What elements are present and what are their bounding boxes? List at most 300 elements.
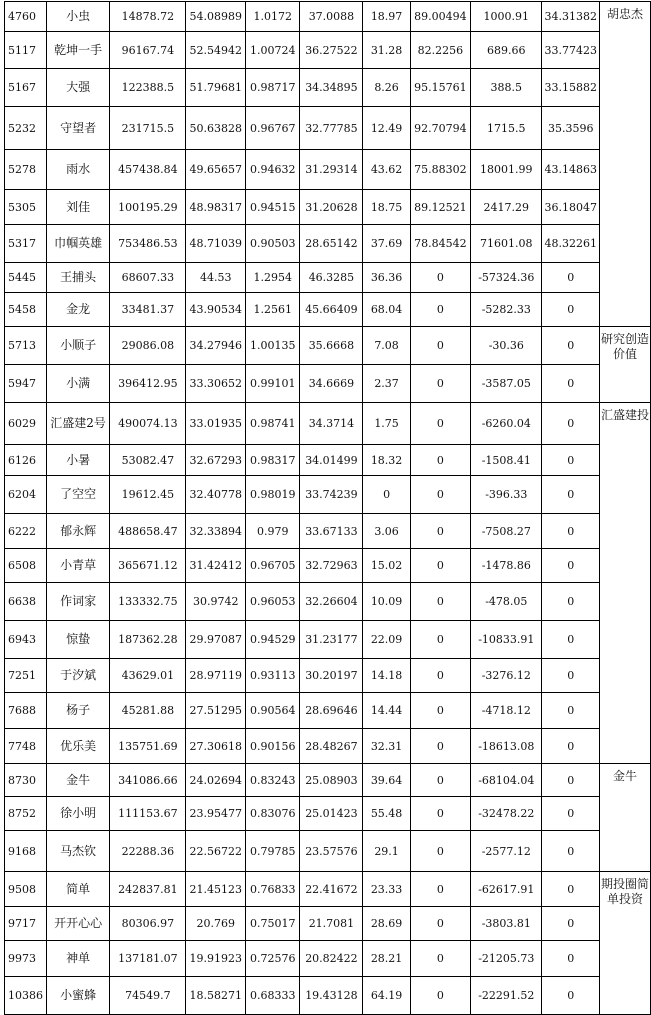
- id-cell: 6204: [5, 476, 47, 514]
- name-cell: 汇盛建2号: [46, 403, 110, 445]
- value-cell: 0.979: [246, 514, 300, 549]
- name-cell: 了空空: [46, 476, 110, 514]
- name-cell: 刘佳: [46, 190, 110, 225]
- table-row: [5, 150, 651, 190]
- value-cell: 1.2561: [246, 293, 300, 327]
- value-cell: -1478.86: [471, 549, 542, 583]
- id-cell: 5947: [5, 365, 47, 403]
- table-row: [5, 32, 651, 69]
- value-cell: 0: [542, 729, 600, 764]
- name-cell: 于汐斌: [46, 659, 110, 693]
- value-cell: 0: [410, 907, 470, 941]
- value-cell: -22291.52: [471, 977, 542, 1015]
- value-cell: 34.27946: [186, 327, 246, 365]
- value-cell: 187362.28: [110, 621, 186, 659]
- table-row: [5, 403, 651, 445]
- value-cell: 0.98741: [246, 403, 300, 445]
- value-cell: 43.62: [363, 150, 410, 190]
- value-cell: 36.18047: [542, 190, 600, 225]
- value-cell: -21205.73: [471, 941, 542, 977]
- value-cell: 20.769: [186, 907, 246, 941]
- id-cell: 9168: [5, 831, 47, 872]
- value-cell: 0: [542, 514, 600, 549]
- value-cell: 33.67133: [300, 514, 363, 549]
- note-cell: 期投圈简单投资: [599, 872, 650, 1015]
- name-cell: 大强: [46, 69, 110, 107]
- value-cell: 0: [410, 831, 470, 872]
- id-cell: 7688: [5, 693, 47, 729]
- id-cell: 9973: [5, 941, 47, 977]
- id-cell: 10386: [5, 977, 47, 1015]
- value-cell: 0: [542, 872, 600, 907]
- value-cell: 0.94515: [246, 190, 300, 225]
- table-row: [5, 621, 651, 659]
- name-cell: 小蜜蜂: [46, 977, 110, 1015]
- value-cell: 19612.45: [110, 476, 186, 514]
- value-cell: 80306.97: [110, 907, 186, 941]
- value-cell: 95.15761: [410, 69, 470, 107]
- id-cell: 5713: [5, 327, 47, 365]
- value-cell: 0: [410, 365, 470, 403]
- note-cell: 汇盛建投: [599, 403, 650, 764]
- table-row: [5, 583, 651, 621]
- value-cell: 135751.69: [110, 729, 186, 764]
- id-cell: 7251: [5, 659, 47, 693]
- table-row: [5, 263, 651, 293]
- value-cell: 46.3285: [300, 263, 363, 293]
- value-cell: 31.20628: [300, 190, 363, 225]
- value-cell: 53082.47: [110, 445, 186, 476]
- value-cell: 82.2256: [410, 32, 470, 69]
- value-cell: 92.70794: [410, 107, 470, 150]
- id-cell: 6508: [5, 549, 47, 583]
- value-cell: 341086.66: [110, 764, 186, 797]
- id-cell: 4760: [5, 2, 47, 32]
- id-cell: 6638: [5, 583, 47, 621]
- value-cell: 30.20197: [300, 659, 363, 693]
- value-cell: -396.33: [471, 476, 542, 514]
- value-cell: 0: [410, 977, 470, 1015]
- value-cell: 0: [410, 872, 470, 907]
- value-cell: 0.98317: [246, 445, 300, 476]
- value-cell: 0.90564: [246, 693, 300, 729]
- value-cell: 28.69: [363, 907, 410, 941]
- value-cell: 71601.08: [471, 225, 542, 263]
- id-cell: 6943: [5, 621, 47, 659]
- value-cell: 0: [542, 941, 600, 977]
- value-cell: 0: [410, 403, 470, 445]
- value-cell: -6260.04: [471, 403, 542, 445]
- value-cell: 0: [410, 514, 470, 549]
- name-cell: 开开心心: [46, 907, 110, 941]
- value-cell: 31.29314: [300, 150, 363, 190]
- value-cell: 18001.99: [471, 150, 542, 190]
- name-cell: 小虫: [46, 2, 110, 32]
- value-cell: 0: [410, 549, 470, 583]
- value-cell: 33.30652: [186, 365, 246, 403]
- name-cell: 郁永辉: [46, 514, 110, 549]
- value-cell: 33.15882: [542, 69, 600, 107]
- value-cell: 48.98317: [186, 190, 246, 225]
- value-cell: 14878.72: [110, 2, 186, 32]
- id-cell: 5445: [5, 263, 47, 293]
- value-cell: 0: [542, 263, 600, 293]
- id-cell: 6126: [5, 445, 47, 476]
- value-cell: 34.01499: [300, 445, 363, 476]
- value-cell: -1508.41: [471, 445, 542, 476]
- value-cell: 753486.53: [110, 225, 186, 263]
- value-cell: 34.6669: [300, 365, 363, 403]
- name-cell: 作词家: [46, 583, 110, 621]
- value-cell: 32.33894: [186, 514, 246, 549]
- value-cell: 0: [542, 831, 600, 872]
- id-cell: 5117: [5, 32, 47, 69]
- value-cell: 36.27522: [300, 32, 363, 69]
- value-cell: 0: [410, 764, 470, 797]
- value-cell: 14.18: [363, 659, 410, 693]
- value-cell: 49.65657: [186, 150, 246, 190]
- table-row: [5, 107, 651, 150]
- value-cell: 20.82422: [300, 941, 363, 977]
- value-cell: 28.65142: [300, 225, 363, 263]
- value-cell: 457438.84: [110, 150, 186, 190]
- name-cell: 马杰钦: [46, 831, 110, 872]
- value-cell: 75.88302: [410, 150, 470, 190]
- value-cell: 0: [410, 797, 470, 831]
- value-cell: 43.14863: [542, 150, 600, 190]
- value-cell: 45.66409: [300, 293, 363, 327]
- value-cell: -478.05: [471, 583, 542, 621]
- value-cell: 0: [542, 327, 600, 365]
- name-cell: 雨水: [46, 150, 110, 190]
- value-cell: 37.0088: [300, 2, 363, 32]
- table-body: [5, 2, 651, 1015]
- value-cell: 31.42412: [186, 549, 246, 583]
- value-cell: 23.33: [363, 872, 410, 907]
- value-cell: 32.31: [363, 729, 410, 764]
- value-cell: 29.1: [363, 831, 410, 872]
- value-cell: 19.43128: [300, 977, 363, 1015]
- value-cell: 0: [542, 797, 600, 831]
- value-cell: 0: [410, 293, 470, 327]
- value-cell: 35.3596: [542, 107, 600, 150]
- value-cell: 43629.01: [110, 659, 186, 693]
- value-cell: -68104.04: [471, 764, 542, 797]
- note-cell: 研究创造价值: [599, 327, 650, 403]
- id-cell: 5317: [5, 225, 47, 263]
- name-cell: 巾帼英雄: [46, 225, 110, 263]
- table-row: [5, 327, 651, 365]
- name-cell: 简单: [46, 872, 110, 907]
- value-cell: 74549.7: [110, 977, 186, 1015]
- value-cell: 488658.47: [110, 514, 186, 549]
- table-row: [5, 2, 651, 32]
- table-row: [5, 907, 651, 941]
- table-row: [5, 69, 651, 107]
- name-cell: 金龙: [46, 293, 110, 327]
- value-cell: 0.94632: [246, 150, 300, 190]
- value-cell: 0.79785: [246, 831, 300, 872]
- id-cell: 7748: [5, 729, 47, 764]
- value-cell: 0: [410, 583, 470, 621]
- value-cell: 31.28: [363, 32, 410, 69]
- table-row: [5, 693, 651, 729]
- value-cell: 22.09: [363, 621, 410, 659]
- value-cell: 0.83076: [246, 797, 300, 831]
- value-cell: 0: [542, 549, 600, 583]
- table-row: [5, 941, 651, 977]
- note-cell: 金牛: [599, 764, 650, 872]
- value-cell: 35.6668: [300, 327, 363, 365]
- value-cell: 32.77785: [300, 107, 363, 150]
- value-cell: 0.94529: [246, 621, 300, 659]
- value-cell: 33481.37: [110, 293, 186, 327]
- value-cell: 0.98019: [246, 476, 300, 514]
- value-cell: 27.51295: [186, 693, 246, 729]
- value-cell: -30.36: [471, 327, 542, 365]
- value-cell: 28.21: [363, 941, 410, 977]
- name-cell: 小青草: [46, 549, 110, 583]
- value-cell: 89.12521: [410, 190, 470, 225]
- value-cell: -62617.91: [471, 872, 542, 907]
- value-cell: 0: [410, 445, 470, 476]
- value-cell: 1.00724: [246, 32, 300, 69]
- value-cell: 388.5: [471, 69, 542, 107]
- table-row: [5, 831, 651, 872]
- value-cell: 12.49: [363, 107, 410, 150]
- value-cell: 55.48: [363, 797, 410, 831]
- value-cell: 22288.36: [110, 831, 186, 872]
- value-cell: 0.93113: [246, 659, 300, 693]
- table-row: [5, 514, 651, 549]
- value-cell: 0: [542, 764, 600, 797]
- id-cell: 8752: [5, 797, 47, 831]
- value-cell: 96167.74: [110, 32, 186, 69]
- name-cell: 小满: [46, 365, 110, 403]
- value-cell: 29086.08: [110, 327, 186, 365]
- value-cell: 0: [542, 693, 600, 729]
- value-cell: 0.83243: [246, 764, 300, 797]
- value-cell: 2417.29: [471, 190, 542, 225]
- name-cell: 王捕头: [46, 263, 110, 293]
- table-row: [5, 225, 651, 263]
- value-cell: 0: [542, 907, 600, 941]
- value-cell: 18.97: [363, 2, 410, 32]
- value-cell: 0: [542, 476, 600, 514]
- value-cell: 1000.91: [471, 2, 542, 32]
- id-cell: 8730: [5, 764, 47, 797]
- value-cell: 23.57576: [300, 831, 363, 872]
- name-cell: 惊蛰: [46, 621, 110, 659]
- value-cell: -2577.12: [471, 831, 542, 872]
- value-cell: 34.3714: [300, 403, 363, 445]
- name-cell: 小顺子: [46, 327, 110, 365]
- value-cell: 0.96705: [246, 549, 300, 583]
- value-cell: 37.69: [363, 225, 410, 263]
- value-cell: -3803.81: [471, 907, 542, 941]
- results-table: [4, 1, 651, 1015]
- value-cell: 32.72963: [300, 549, 363, 583]
- value-cell: 22.56722: [186, 831, 246, 872]
- value-cell: 23.95477: [186, 797, 246, 831]
- value-cell: 64.19: [363, 977, 410, 1015]
- table-row: [5, 797, 651, 831]
- value-cell: 18.58271: [186, 977, 246, 1015]
- value-cell: 32.40778: [186, 476, 246, 514]
- value-cell: 51.79681: [186, 69, 246, 107]
- name-cell: 守望者: [46, 107, 110, 150]
- table-row: [5, 659, 651, 693]
- value-cell: 45281.88: [110, 693, 186, 729]
- value-cell: 0: [542, 365, 600, 403]
- value-cell: 0.90156: [246, 729, 300, 764]
- value-cell: 29.97087: [186, 621, 246, 659]
- value-cell: 0: [410, 263, 470, 293]
- name-cell: 乾坤一手: [46, 32, 110, 69]
- table-row: [5, 549, 651, 583]
- value-cell: 15.02: [363, 549, 410, 583]
- value-cell: 0: [410, 659, 470, 693]
- name-cell: 金牛: [46, 764, 110, 797]
- value-cell: 0: [410, 729, 470, 764]
- value-cell: 27.30618: [186, 729, 246, 764]
- value-cell: 231715.5: [110, 107, 186, 150]
- value-cell: 78.84542: [410, 225, 470, 263]
- value-cell: -5282.33: [471, 293, 542, 327]
- value-cell: 28.48267: [300, 729, 363, 764]
- value-cell: 137181.07: [110, 941, 186, 977]
- value-cell: 21.7081: [300, 907, 363, 941]
- value-cell: 54.08989: [186, 2, 246, 32]
- value-cell: 1715.5: [471, 107, 542, 150]
- value-cell: 89.00494: [410, 2, 470, 32]
- value-cell: -7508.27: [471, 514, 542, 549]
- value-cell: 1.00135: [246, 327, 300, 365]
- value-cell: 0: [410, 621, 470, 659]
- value-cell: 396412.95: [110, 365, 186, 403]
- value-cell: 10.09: [363, 583, 410, 621]
- value-cell: 0.99101: [246, 365, 300, 403]
- value-cell: -57324.36: [471, 263, 542, 293]
- value-cell: -3276.12: [471, 659, 542, 693]
- name-cell: 神单: [46, 941, 110, 977]
- name-cell: 优乐美: [46, 729, 110, 764]
- value-cell: 18.75: [363, 190, 410, 225]
- id-cell: 5167: [5, 69, 47, 107]
- value-cell: 0: [542, 977, 600, 1015]
- value-cell: 14.44: [363, 693, 410, 729]
- value-cell: 0: [542, 445, 600, 476]
- value-cell: 0.76833: [246, 872, 300, 907]
- value-cell: 0: [542, 293, 600, 327]
- value-cell: -18613.08: [471, 729, 542, 764]
- value-cell: 68607.33: [110, 263, 186, 293]
- value-cell: 34.34895: [300, 69, 363, 107]
- table-row: [5, 764, 651, 797]
- value-cell: 365671.12: [110, 549, 186, 583]
- value-cell: 33.74239: [300, 476, 363, 514]
- note-cell: 胡忠杰: [599, 2, 650, 327]
- value-cell: 25.08903: [300, 764, 363, 797]
- value-cell: 39.64: [363, 764, 410, 797]
- value-cell: 0.96053: [246, 583, 300, 621]
- value-cell: 48.32261: [542, 225, 600, 263]
- value-cell: 0: [542, 659, 600, 693]
- value-cell: 7.08: [363, 327, 410, 365]
- value-cell: 32.26604: [300, 583, 363, 621]
- value-cell: 43.90534: [186, 293, 246, 327]
- table-row: [5, 190, 651, 225]
- value-cell: 1.0172: [246, 2, 300, 32]
- value-cell: 242837.81: [110, 872, 186, 907]
- value-cell: -3587.05: [471, 365, 542, 403]
- value-cell: 0.96767: [246, 107, 300, 150]
- value-cell: 1.75: [363, 403, 410, 445]
- value-cell: 33.77423: [542, 32, 600, 69]
- value-cell: 32.67293: [186, 445, 246, 476]
- value-cell: 490074.13: [110, 403, 186, 445]
- table-row: [5, 445, 651, 476]
- table-row: [5, 293, 651, 327]
- id-cell: 6029: [5, 403, 47, 445]
- value-cell: 0.68333: [246, 977, 300, 1015]
- id-cell: 5232: [5, 107, 47, 150]
- value-cell: 31.23177: [300, 621, 363, 659]
- value-cell: 48.71039: [186, 225, 246, 263]
- value-cell: 18.32: [363, 445, 410, 476]
- name-cell: 小暑: [46, 445, 110, 476]
- value-cell: 36.36: [363, 263, 410, 293]
- value-cell: 28.97119: [186, 659, 246, 693]
- value-cell: 0.75017: [246, 907, 300, 941]
- value-cell: 28.69646: [300, 693, 363, 729]
- value-cell: 0: [542, 583, 600, 621]
- id-cell: 5305: [5, 190, 47, 225]
- value-cell: 0.72576: [246, 941, 300, 977]
- table-row: [5, 476, 651, 514]
- table-row: [5, 365, 651, 403]
- id-cell: 6222: [5, 514, 47, 549]
- id-cell: 9717: [5, 907, 47, 941]
- value-cell: 3.06: [363, 514, 410, 549]
- value-cell: 44.53: [186, 263, 246, 293]
- value-cell: 19.91923: [186, 941, 246, 977]
- value-cell: 1.2954: [246, 263, 300, 293]
- value-cell: 689.66: [471, 32, 542, 69]
- value-cell: 25.01423: [300, 797, 363, 831]
- value-cell: 68.04: [363, 293, 410, 327]
- value-cell: -10833.91: [471, 621, 542, 659]
- value-cell: 2.37: [363, 365, 410, 403]
- value-cell: 50.63828: [186, 107, 246, 150]
- value-cell: 52.54942: [186, 32, 246, 69]
- value-cell: -32478.22: [471, 797, 542, 831]
- value-cell: 33.01935: [186, 403, 246, 445]
- value-cell: 22.41672: [300, 872, 363, 907]
- value-cell: 24.02694: [186, 764, 246, 797]
- name-cell: 杨子: [46, 693, 110, 729]
- name-cell: 徐小明: [46, 797, 110, 831]
- id-cell: 5278: [5, 150, 47, 190]
- value-cell: 0.98717: [246, 69, 300, 107]
- value-cell: 0: [542, 403, 600, 445]
- value-cell: 30.9742: [186, 583, 246, 621]
- value-cell: 122388.5: [110, 69, 186, 107]
- table-row: [5, 872, 651, 907]
- value-cell: 0: [410, 693, 470, 729]
- value-cell: 0: [363, 476, 410, 514]
- value-cell: 133332.75: [110, 583, 186, 621]
